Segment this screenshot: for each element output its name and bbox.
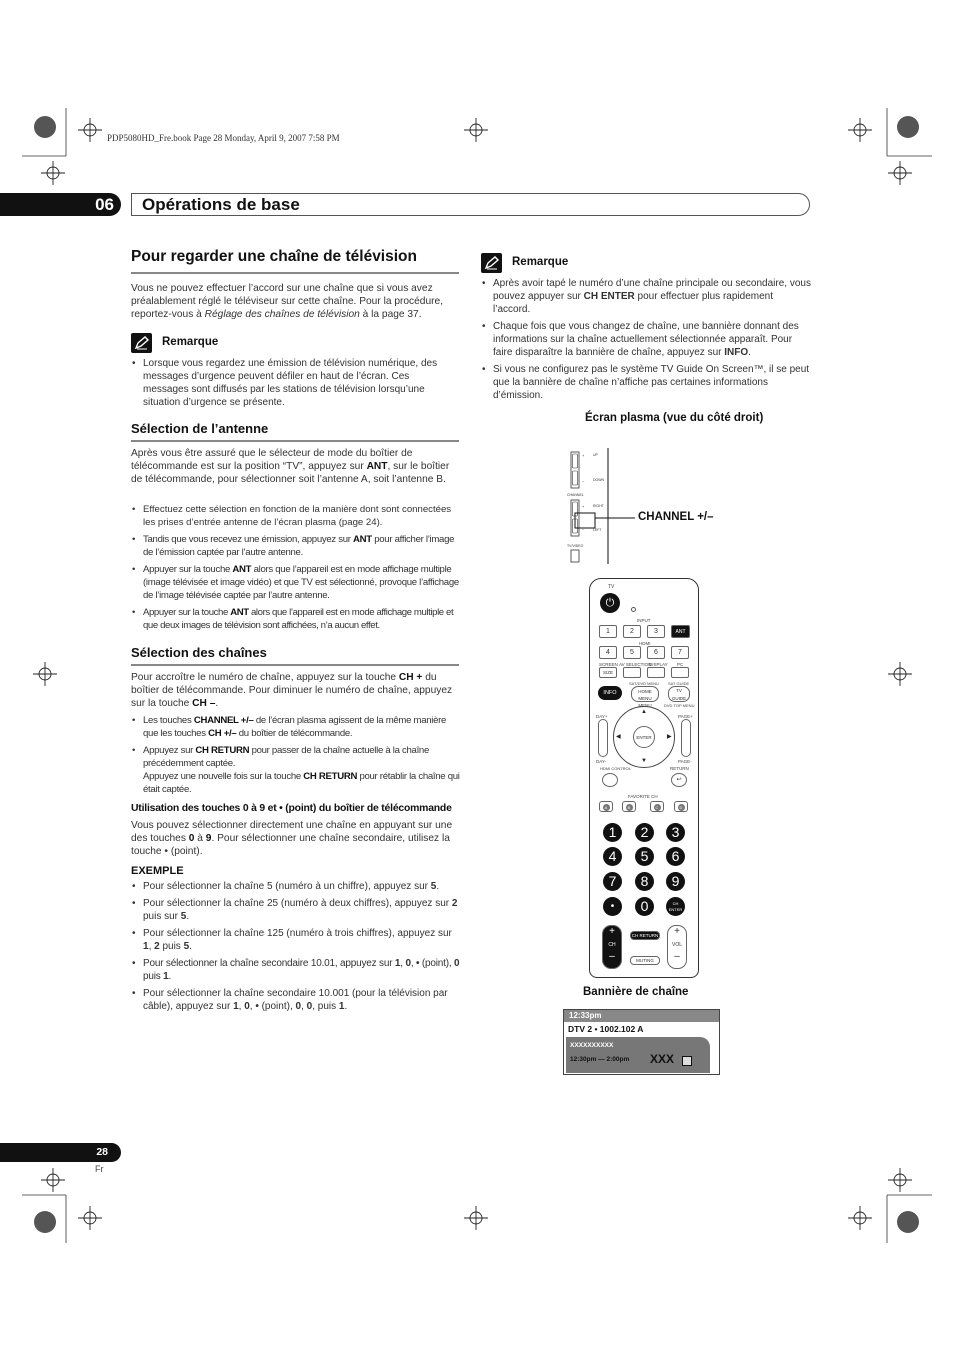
- channel-callout: CHANNEL +/–: [638, 511, 714, 523]
- key-name: 2: [154, 941, 160, 952]
- antenna-paragraph: [131, 447, 461, 486]
- text: Pour sélectionner la chaîne 125 (numéro à trois chiffres), appuyez sur: [143, 928, 452, 939]
- page-plus-label: PAGE+: [678, 714, 693, 719]
- digit-5-button[interactable]: 5: [635, 847, 654, 866]
- info-button[interactable]: INFO: [598, 686, 622, 700]
- chapter-number: 06: [0, 193, 121, 216]
- text: Pour sélectionner la chaîne 25 (numéro à deux chiffres), appuyez sur: [143, 898, 452, 909]
- panel-label-tv-video: TV/VIDEO: [567, 544, 584, 548]
- panel-label-up: UP: [593, 453, 598, 457]
- day-rocker[interactable]: [598, 719, 608, 757]
- digit-6-button[interactable]: 6: [666, 847, 685, 866]
- text: Appuyer sur la touche: [143, 564, 233, 575]
- text: Appuyez une nouvelle fois sur la touche: [143, 771, 304, 782]
- key-name: 1: [143, 941, 149, 952]
- text: ,: [301, 1001, 307, 1012]
- banner-range: 12:30pm — 2:00pm: [570, 1056, 630, 1063]
- intro-line: préalablement réglé le téléviseur sur cette chaîne. Pour la procédure,: [131, 296, 444, 307]
- vol-label: VOL: [671, 942, 682, 948]
- digit-9-button[interactable]: 9: [666, 872, 685, 891]
- example-list: [131, 880, 461, 1017]
- text: Chaque fois que vous changez de chaîne, une bannière donnant des informations sur la chaîne actuellement sélectionnée apparaît. Pour faire disparaître la bannière de chaîne, appuyez sur: [493, 321, 799, 358]
- antenna-list: [131, 503, 461, 636]
- text: à: [194, 833, 206, 844]
- digit-4-button[interactable]: 4: [603, 847, 622, 866]
- language-code: Fr: [95, 1164, 104, 1174]
- list-item: [481, 277, 811, 316]
- remote-control: [589, 578, 699, 978]
- text: .: [186, 911, 190, 922]
- panel-label-channel: CHANNEL: [567, 493, 584, 497]
- panel-caption: Écran plasma (vue du côté droit): [585, 412, 764, 424]
- text: (point),: [258, 1001, 296, 1012]
- text: ,: [249, 1001, 256, 1012]
- key-name: CH ENTER: [583, 291, 635, 302]
- svg-text:–: –: [582, 526, 585, 531]
- text: de l’écran plasma agissent de la même manière que les touches: [143, 715, 447, 739]
- text: ,: [238, 1001, 245, 1012]
- input-6-button[interactable]: 6: [647, 646, 665, 659]
- svg-text:+: +: [582, 453, 585, 458]
- note-icon: [131, 333, 152, 353]
- list-item: • Effectuez cette sélection en fonction de la manière dont sont connectées les prises d’entrée antenne de l’écran plasma (page 24).: [131, 503, 461, 529]
- text: ,: [410, 958, 416, 969]
- display-label: DISPLAY: [649, 662, 668, 667]
- keys-paragraph: [131, 819, 461, 858]
- key-name: ANT: [366, 461, 388, 472]
- list-item: [131, 606, 461, 632]
- key-name: 0: [306, 1001, 313, 1012]
- key-name: CH RETURN: [195, 745, 250, 756]
- pc-label: PC: [677, 662, 684, 667]
- section-title: Pour regarder une chaîne de télévision: [131, 248, 459, 274]
- text: .: [189, 941, 192, 952]
- text: Pour sélectionner la chaîne 5 (numéro à un chiffre), appuyez sur: [143, 881, 431, 892]
- key-name: CH RETURN: [303, 771, 358, 782]
- cross-reference: Réglage des chaînes de télévision: [204, 309, 360, 320]
- digit-1-button[interactable]: 1: [603, 823, 622, 842]
- input-label: INPUT: [637, 618, 651, 623]
- text: ,: [148, 941, 155, 952]
- key-name: CH +: [398, 672, 423, 683]
- list-item: • Lorsque vous regardez une émission de télévision numérique, des messages d’urgence peuvent défiler en haut de l’écran. Ces messages sont diffusés par les stations de télévision lorsqu’une situation d’urgence se présente.: [131, 357, 455, 409]
- key-name: 0: [454, 958, 460, 969]
- digit-0-button[interactable]: 0: [635, 897, 654, 916]
- banner-rating: XXX: [650, 1052, 675, 1066]
- key-name: 1: [338, 1001, 345, 1012]
- text: ,: [400, 958, 406, 969]
- key-name: 0: [244, 1001, 250, 1012]
- text: pour passer de la chaîne actuelle à la chaîne précédemment captée.: [143, 745, 430, 769]
- note-icon: [481, 253, 502, 273]
- text: Les touches: [143, 715, 194, 726]
- channel-banner: [563, 1009, 720, 1075]
- key-name: CHANNEL +/–: [193, 715, 254, 726]
- enter-button[interactable]: ENTER: [633, 726, 655, 748]
- note-label: Remarque: [512, 256, 569, 268]
- key-name: 5: [183, 941, 190, 952]
- text: puis: [143, 971, 164, 982]
- text: Vous pouvez sélectionner directement une chaîne en appuyant sur une des touches: [131, 820, 453, 844]
- input-1-button[interactable]: 1: [599, 625, 617, 638]
- file-info: PDP5080HD_Fre.book Page 28 Monday, April 9, 2007 7:58 PM: [107, 133, 340, 143]
- av-selection-button[interactable]: [623, 667, 641, 678]
- chapter-title: Opérations de base: [131, 193, 810, 216]
- return-label: RETURN: [670, 766, 689, 771]
- key-name: 5: [430, 881, 437, 892]
- volume-rocker[interactable]: + VOL –: [667, 925, 687, 969]
- favorite-b-label: B: [626, 804, 633, 811]
- hdmi-label: HDMI: [639, 641, 651, 646]
- key-name: 0: [405, 958, 411, 969]
- day-plus-label: DAY+: [596, 714, 608, 719]
- text: .: [215, 698, 219, 709]
- text: alors que l’appareil est en mode affichage multiple (image télévisée et image vidéo) et que TV est sélectionné, provoque l’affichage de l’image télévisée captée par l’autre antenne.: [143, 564, 459, 601]
- page-number: 28: [0, 1143, 121, 1162]
- input-5-button[interactable]: 5: [623, 646, 641, 659]
- key-name: 0: [295, 1001, 302, 1012]
- text: .: [748, 347, 751, 358]
- svg-text:–: –: [582, 478, 585, 483]
- sat-guide-label: SAT GUIDE: [668, 681, 690, 686]
- keys-heading: Utilisation des touches 0 à 9 et • (point) du boîtier de télécommande: [131, 803, 452, 814]
- channels-list: [131, 714, 461, 800]
- text: .: [168, 971, 172, 982]
- favorite-b-button[interactable]: [622, 801, 636, 812]
- tv-label: TV: [608, 584, 615, 590]
- key-name: 1: [163, 971, 169, 982]
- text: à la page 37.: [359, 309, 422, 320]
- note-list: [131, 357, 455, 413]
- antenna-heading: Sélection de l’antenne: [131, 421, 459, 442]
- ch-label: CH: [608, 942, 616, 948]
- text: alors que l’appareil est en mode affichage multiple et que deux images de télévision sont affichées, n’a aucun effet.: [143, 607, 454, 631]
- list-item: [131, 744, 461, 796]
- key-name: ANT: [353, 534, 372, 545]
- key-name: ANT: [232, 564, 252, 575]
- key-name: CH +/–: [208, 728, 237, 739]
- key-name: 1: [394, 958, 401, 969]
- list-item: [481, 320, 811, 359]
- channels-heading: Sélection des chaînes: [131, 645, 459, 666]
- banner-caption: Bannière de chaîne: [583, 986, 689, 998]
- key-name: •: [416, 958, 420, 969]
- input-4-button[interactable]: 4: [599, 646, 617, 659]
- text: Appuyer sur la touche: [143, 607, 231, 618]
- up-arrow-icon: ▲: [641, 709, 647, 715]
- banner-channel: DTV 2 • 1002.102 A: [568, 1024, 644, 1034]
- text: .: [344, 1001, 348, 1012]
- right-note-list: [481, 277, 811, 406]
- hdmi-control-label: HDMI CONTROL: [600, 766, 631, 771]
- key-name: CH –: [192, 698, 216, 709]
- av-selection-label: AV SELECTION: [619, 662, 652, 667]
- input-7-button[interactable]: 7: [671, 646, 689, 659]
- text: pour rétablir la chaîne qui était captée.: [143, 771, 460, 795]
- example-label: EXEMPLE: [131, 865, 184, 877]
- key-name: INFO: [724, 347, 749, 358]
- digit-2-button[interactable]: 2: [635, 823, 654, 842]
- text: , sur le boîtier de télécommande, pour sélectionner soit l’antenne A, soit l’antenne B.: [131, 461, 450, 485]
- banner-cc-icon: [682, 1056, 692, 1066]
- plasma-side-panel-diagram: [563, 446, 723, 566]
- hdmi-control-button[interactable]: [602, 773, 618, 787]
- svg-text:+: +: [582, 504, 585, 509]
- key-name: 5: [180, 911, 187, 922]
- text: puis: [159, 941, 184, 952]
- favorite-ch-label: FAVORITE CH: [628, 794, 658, 799]
- list-item: [131, 563, 461, 602]
- display-button[interactable]: [647, 667, 665, 678]
- panel-label-left: LEFT: [593, 528, 602, 532]
- home-menu-label: HOME MENU: [638, 689, 652, 701]
- text: Après avoir tapé le numéro d’une chaîne principale ou secondaire, vous pouvez appuyer sur: [493, 278, 811, 302]
- menu-label: MENU: [638, 703, 652, 708]
- size-button[interactable]: SIZE: [599, 667, 617, 678]
- text: Tandis que vous recevez une émission, appuyez sur: [143, 534, 354, 545]
- digit-8-button[interactable]: 8: [635, 872, 654, 891]
- list-item: [131, 714, 461, 740]
- return-button[interactable]: ↩: [671, 773, 687, 787]
- indicator-icon: [631, 607, 636, 612]
- left-arrow-icon: ◀: [616, 734, 621, 740]
- text: Après vous être assuré que le sélecteur de mode du boîtier de télécommande est sur la position “TV”, appuyez sur: [131, 448, 413, 472]
- text: . Pour sélectionner une chaîne secondaire, utilisez la touche • (point).: [131, 833, 450, 857]
- list-item: [131, 927, 461, 953]
- panel-label-down: DOWN: [593, 478, 605, 482]
- text: du boîtier de télécommande. Pour diminuer le numéro de chaîne, appuyez sur la touche: [131, 672, 453, 709]
- digit-3-button[interactable]: 3: [666, 823, 685, 842]
- pc-button[interactable]: [671, 667, 689, 678]
- intro-paragraph: [131, 282, 461, 321]
- favorite-a-label: A: [603, 804, 610, 811]
- text: reportez-vous à: [131, 309, 205, 320]
- text: du boîtier de télécommande.: [236, 728, 353, 739]
- key-name: 1: [233, 1001, 239, 1012]
- key-name: 0: [188, 833, 195, 844]
- day-minus-label: DAY-: [596, 759, 607, 764]
- ch-enter-button[interactable]: CH ENTER: [666, 897, 685, 916]
- text: Pour sélectionner la chaîne secondaire 10.01, appuyez sur: [143, 958, 395, 969]
- digit-7-button[interactable]: 7: [603, 872, 622, 891]
- key-name: ANT: [230, 607, 249, 618]
- text: pour effectuer plus rapidement l’accord.: [493, 291, 773, 315]
- list-item: [131, 957, 461, 983]
- text: .: [436, 881, 440, 892]
- note-label: Remarque: [162, 336, 219, 348]
- banner-time: 12:33pm: [564, 1010, 719, 1022]
- dvd-top-menu-label: DVD TOP MENU: [664, 703, 695, 708]
- panel-label-right: RIGHT: [593, 504, 604, 508]
- key-name: 9: [205, 833, 212, 844]
- intro-line: Vous ne pouvez effectuer l’accord sur une chaîne que si vous avez: [131, 283, 433, 294]
- favorite-a-button[interactable]: [599, 801, 613, 812]
- text: puis sur: [143, 911, 181, 922]
- list-item: [131, 533, 461, 559]
- page-rocker[interactable]: [681, 719, 691, 757]
- key-name: •: [255, 1001, 259, 1012]
- power-button[interactable]: ⏻: [600, 593, 620, 613]
- list-item: [131, 897, 461, 923]
- favorite-d-label: D: [678, 804, 685, 811]
- page-minus-label: PAGE-: [678, 759, 692, 764]
- tv-guide-button[interactable]: TV GUIDE: [668, 686, 690, 702]
- favorite-c-button[interactable]: [650, 801, 664, 812]
- input-2-button[interactable]: 2: [623, 625, 641, 638]
- muting-button[interactable]: MUTING: [630, 956, 660, 965]
- favorite-c-label: C: [654, 804, 661, 811]
- channel-rocker[interactable]: + CH –: [602, 925, 622, 969]
- list-item: • Si vous ne configurez pas le système TV Guide On Screen™, il se peut que la bannière de chaîne n’affiche pas certaines informations d’émission.: [481, 363, 811, 402]
- text: pour afficher l’image de l’émission captée par l’autre antenne.: [143, 534, 455, 558]
- home-menu-button[interactable]: [631, 686, 659, 708]
- list-item: [131, 987, 461, 1013]
- key-name: 2: [451, 898, 458, 909]
- text: Appuyez sur: [143, 745, 196, 756]
- sat-dvd-menu-label: SAT/DVD MENU: [629, 681, 659, 686]
- intro-line: [131, 308, 461, 321]
- ant-button[interactable]: ANT: [671, 625, 690, 638]
- text: Pour accroître le numéro de chaîne, appuyez sur la touche: [131, 672, 399, 683]
- screen-label: SCREEN: [599, 662, 618, 667]
- ch-return-button[interactable]: CH RETURN: [631, 933, 659, 938]
- favorite-d-button[interactable]: [674, 801, 688, 812]
- text: , puis: [312, 1001, 339, 1012]
- banner-program: XXXXXXXXXX: [570, 1042, 614, 1049]
- dot-button[interactable]: •: [603, 897, 622, 916]
- text: Pour sélectionner la chaîne secondaire 10.001 (pour la télévision par câble), appuyez sur: [143, 988, 448, 1012]
- text: (point),: [419, 958, 454, 969]
- input-3-button[interactable]: 3: [647, 625, 665, 638]
- channels-paragraph: [131, 671, 461, 710]
- right-arrow-icon: ▶: [667, 734, 672, 740]
- list-item: [131, 880, 461, 893]
- down-arrow-icon: ▼: [641, 758, 647, 764]
